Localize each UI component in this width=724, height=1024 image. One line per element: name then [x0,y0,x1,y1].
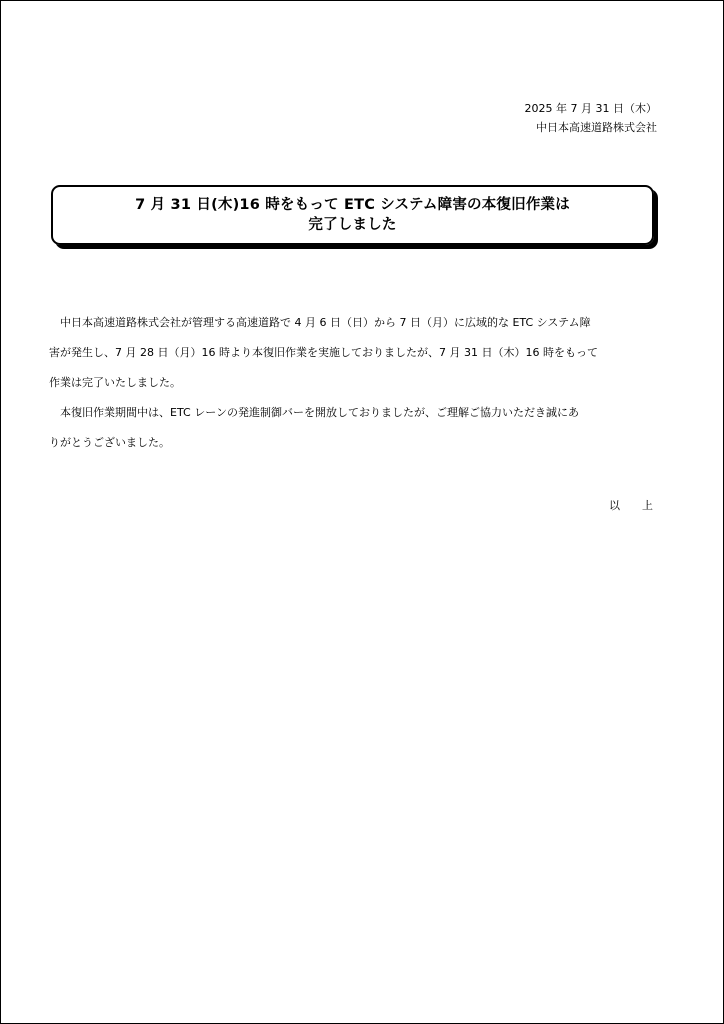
issuer-company: 中日本高速道路株式会社 [536,121,657,134]
title-line-2: 完了しました [308,217,397,233]
body-paragraph-2-line-1: 本復旧作業期間中は、ETC レーンの発進制御バーを開放しておりましたが、ご理解ご協力いただき誠にあ [49,406,579,419]
document-date: 2025 年 7 月 31 日（木） [524,102,657,115]
title-line-1: 7 月 31 日(木)16 時をもって ETC システム障害の本復旧作業は [135,197,570,213]
body-paragraph-2-line-2: りがとうございました。 [49,436,170,449]
title-box [51,185,654,245]
body-paragraph-1-line-1: 中日本高速道路株式会社が管理する高速道路で 4 月 6 日（日）から 7 日（月）に広域的な ETC システム障 [49,316,591,329]
body-paragraph-1-line-2: 害が発生し、7 月 28 日（月）16 時より本復旧作業を実施しておりましたが、7 月 31 日（木）16 時をもって [49,346,598,359]
body-paragraph-1-line-3: 作業は完了いたしました。 [49,376,181,389]
closing-mark: 以 上 [609,499,653,512]
